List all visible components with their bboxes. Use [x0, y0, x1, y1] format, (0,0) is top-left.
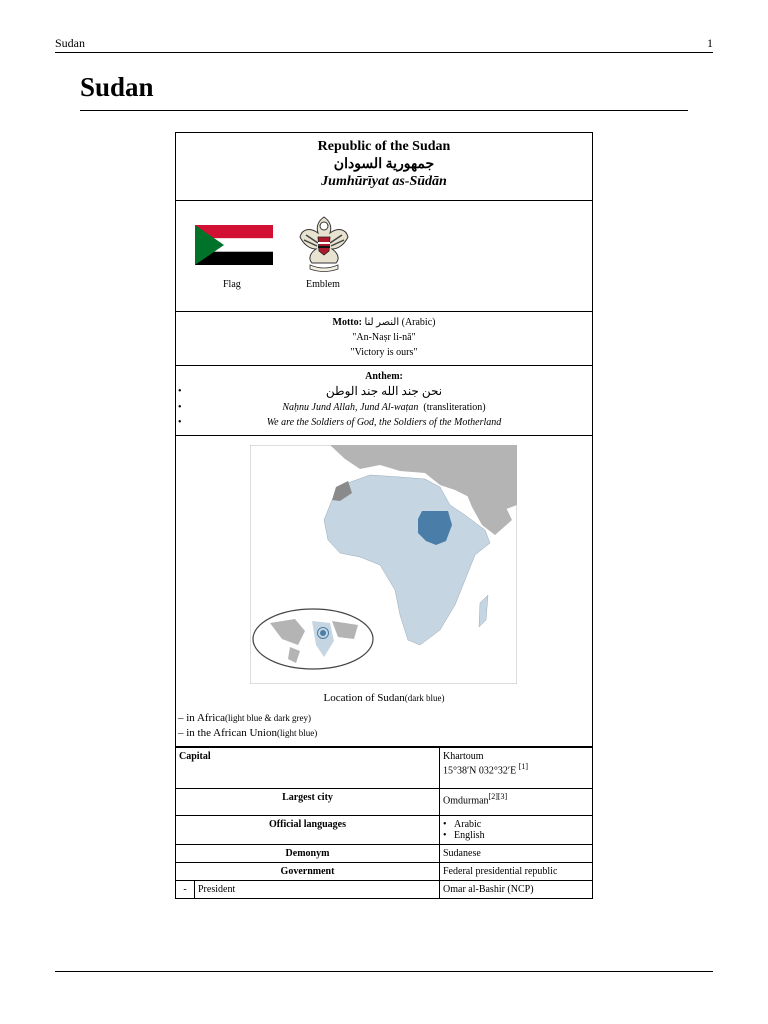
page-title: Sudan: [80, 72, 154, 102]
anthem-line: [176, 384, 592, 400]
government-value[interactable]: Federal presidential republic: [440, 863, 593, 881]
infobox-header: [176, 133, 592, 201]
table-row: [176, 863, 592, 881]
official-languages-cell: [440, 816, 593, 845]
emblem-caption: Emblem: [306, 279, 340, 290]
president-dash: -: [176, 881, 195, 899]
footer-divider: [55, 971, 713, 972]
running-header: [55, 36, 713, 53]
map-note-au-text: – in the African Union: [178, 727, 277, 739]
map-note-au: [178, 727, 317, 739]
capital-label: Capital: [176, 748, 440, 789]
president-label: President: [195, 881, 440, 899]
motto-transliteration: "An-Naṣr li-nā": [352, 332, 416, 343]
location-map-section: [176, 436, 592, 747]
page-number: 1: [707, 36, 713, 50]
motto-label: Motto:: [332, 317, 362, 328]
language-english[interactable]: English: [454, 830, 485, 841]
capital-coordinates[interactable]: 15°38′N 032°32′E: [443, 765, 517, 777]
table-row: [176, 748, 592, 789]
flag-emblem-row: [176, 201, 592, 312]
running-header-title: Sudan: [55, 36, 85, 50]
location-map-image[interactable]: [250, 445, 517, 684]
motto-section: [176, 312, 592, 366]
anthem-label: Anthem:: [365, 371, 403, 382]
map-note-au-detail: (light blue): [276, 728, 318, 738]
anthem-section: [176, 366, 592, 436]
anthem-arabic: نحن جند الله جند الوطن: [325, 384, 443, 398]
facts-section: [176, 747, 592, 898]
table-row: [176, 881, 592, 899]
list-item: • Arabic: [443, 819, 482, 830]
largest-city-value[interactable]: Omdurman: [443, 795, 489, 807]
largest-city-cell: [440, 789, 593, 816]
anthem-line: [176, 415, 592, 430]
infobox: [175, 132, 593, 899]
motto-language: (Arabic): [401, 317, 436, 328]
table-row: [176, 816, 592, 845]
largest-city-ref[interactable]: [2][3]: [488, 792, 508, 801]
capital-ref[interactable]: [1]: [518, 762, 529, 771]
motto-arabic: النصر لنا: [364, 317, 400, 328]
table-row: [176, 845, 592, 863]
bullet: •: [178, 402, 182, 413]
country-name-arabic: جمهورية السودان: [333, 157, 435, 172]
table-row: [176, 789, 592, 816]
anthem-transliteration: Naḥnu Jund Allah, Jund Al-waṭan: [282, 402, 419, 413]
bullet: •: [178, 386, 182, 397]
map-note-africa-detail: (light blue & dark grey): [225, 713, 312, 723]
title-divider: [80, 110, 688, 111]
largest-city-label: Largest city: [176, 789, 440, 816]
map-note-africa-text: – in Africa: [178, 712, 226, 724]
demonym-value[interactable]: Sudanese: [440, 845, 593, 863]
flag-caption: Flag: [223, 279, 241, 290]
anthem-line: [176, 400, 592, 415]
sudan-emblem-image[interactable]: [296, 213, 352, 275]
anthem-english: We are the Soldiers of God, the Soldiers of the Motherland: [266, 417, 502, 428]
map-caption-detail: (dark blue): [404, 693, 445, 703]
demonym-label: Demonym: [176, 845, 440, 863]
capital-value-cell: [440, 748, 593, 789]
map-caption-main: Location of Sudan: [323, 692, 405, 704]
capital-value[interactable]: Khartoum: [443, 751, 484, 762]
language-arabic[interactable]: Arabic: [454, 819, 482, 830]
map-caption: [176, 692, 592, 704]
official-languages-label: Official languages: [176, 816, 440, 845]
country-name-english: Republic of the Sudan: [317, 139, 451, 154]
anthem-transliteration-note: (transliteration): [423, 402, 486, 413]
government-label: Government: [176, 863, 440, 881]
list-item: • English: [443, 830, 485, 841]
facts-table: [176, 747, 592, 898]
sudan-flag-image[interactable]: [195, 225, 273, 265]
map-note-africa: [178, 712, 311, 724]
bullet: •: [178, 417, 182, 428]
president-value[interactable]: Omar al-Bashir (NCP): [440, 881, 593, 899]
country-name-transliteration: Jumhūrīyat as-Sūdān: [321, 174, 447, 189]
motto-english: "Victory is ours": [350, 347, 418, 358]
